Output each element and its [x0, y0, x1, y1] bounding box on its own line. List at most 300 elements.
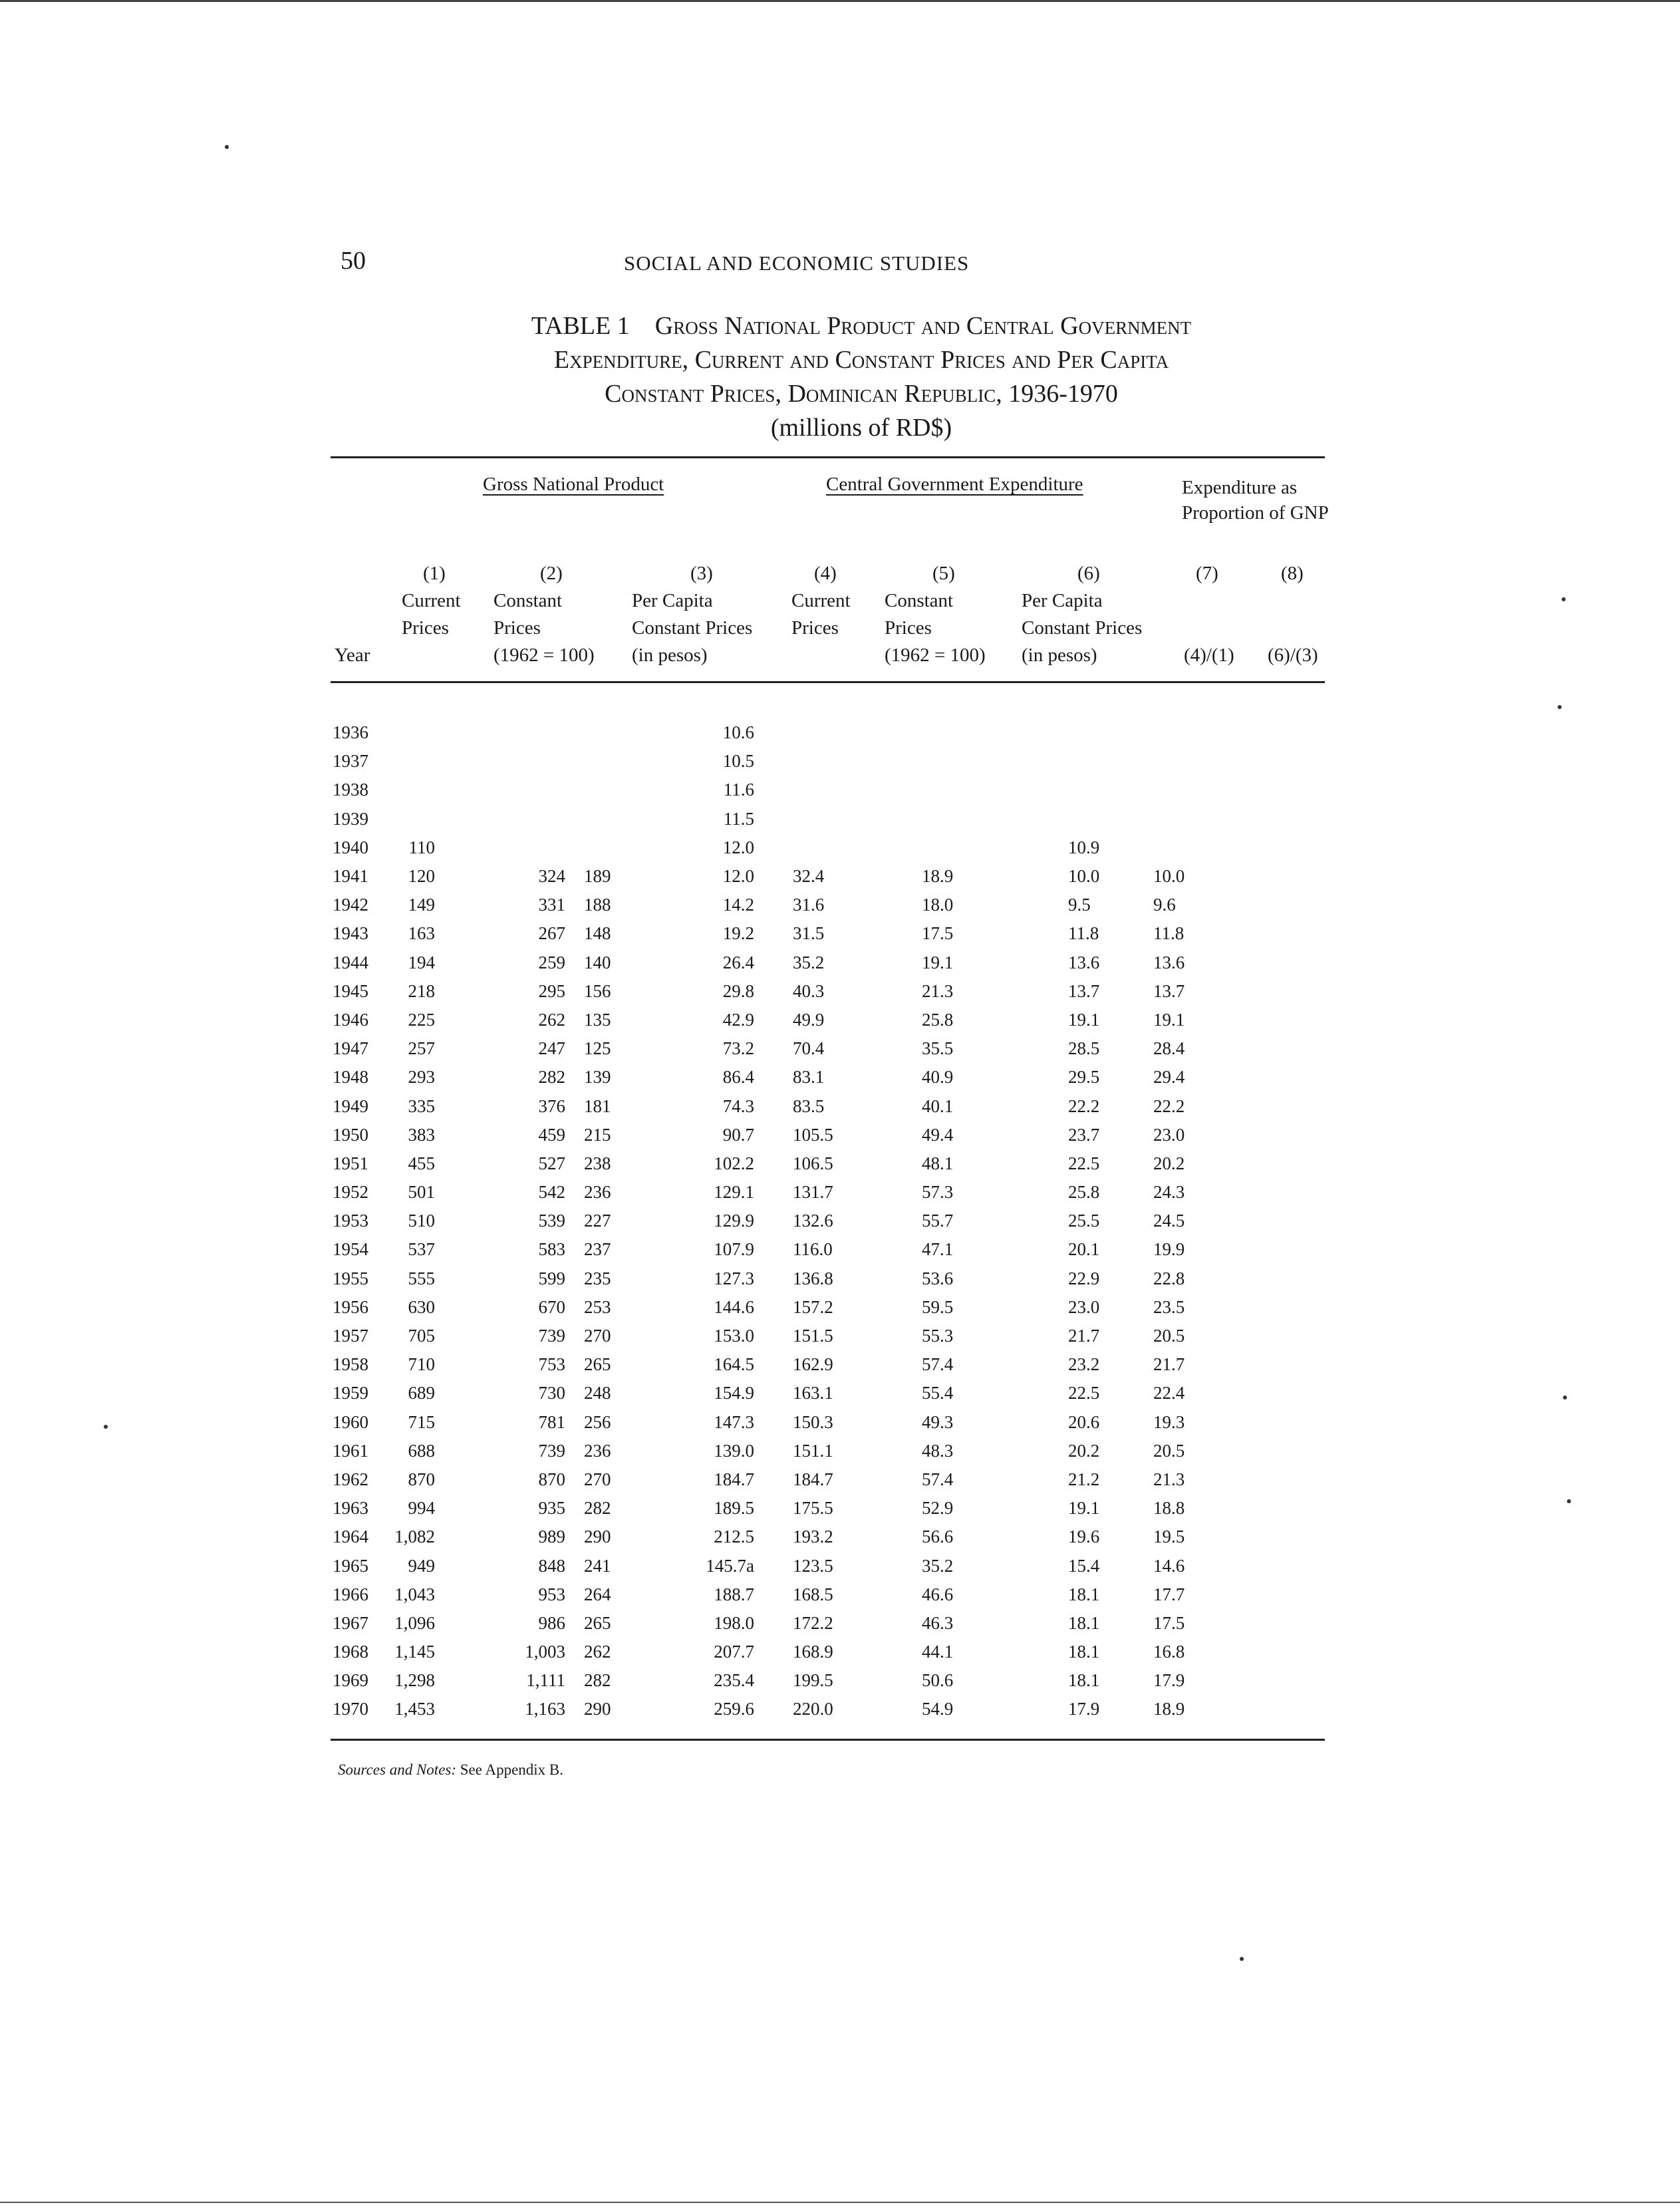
cell-cge-per-capita: 25.8 — [922, 1009, 954, 1030]
cell-cge-constant: 168.5 — [793, 1584, 833, 1604]
cell-prop-4-1: 20.6 — [1068, 1411, 1100, 1432]
cell-cge-constant: 132.6 — [793, 1211, 833, 1231]
table-row — [333, 1149, 1205, 1178]
cell-cge-per-capita: 17.5 — [922, 923, 954, 944]
cell-prop-6-3: 17.5 — [1153, 1612, 1185, 1633]
sources-label: Sources and Notes: — [338, 1761, 457, 1778]
sources-text: See Appendix B. — [460, 1761, 564, 1778]
cell-cge-current: 10.6 — [722, 722, 754, 743]
cell-cge-constant: 35.2 — [793, 952, 825, 972]
cell-cge-current: 19.2 — [722, 923, 754, 944]
cell-gnp-current: 1,145 — [394, 1642, 435, 1662]
running-head: SOCIAL AND ECONOMIC STUDIES — [624, 251, 970, 275]
cell-prop-4-1 — [1043, 718, 1145, 747]
col7-heading — [1184, 560, 1234, 669]
cell-prop-6-3 — [1145, 776, 1205, 804]
col3-line1: Per Capita — [632, 590, 713, 611]
cell-prop-4-1: 23.0 — [1068, 1296, 1100, 1317]
cell-prop-6-3: 13.7 — [1153, 980, 1185, 1001]
cell-gnp-current: 110 — [408, 837, 435, 857]
cell-gnp-per-capita: 270 — [584, 1326, 611, 1346]
cell-cge-current: 10.5 — [722, 751, 754, 772]
cell-gnp-current: 120 — [408, 866, 435, 887]
cell-gnp-constant: 539 — [538, 1211, 565, 1231]
col2-line2: Prices — [493, 617, 541, 639]
cell-year: 1940 — [333, 837, 368, 857]
cell-prop-6-3: 22.2 — [1153, 1096, 1185, 1116]
cell-cge-per-capita: 18.9 — [922, 866, 954, 887]
cell-gnp-constant: 739 — [538, 1326, 565, 1346]
cell-gnp-current: 501 — [408, 1182, 435, 1203]
cell-cge-current: 12.0 — [722, 837, 754, 857]
cell-cge-per-capita: 57.4 — [922, 1354, 954, 1375]
cell-gnp-constant: 870 — [538, 1469, 565, 1489]
cell-year: 1937 — [333, 751, 368, 772]
table-row — [333, 718, 1205, 747]
table-row — [333, 1437, 1205, 1465]
cell-year: 1956 — [333, 1296, 368, 1317]
cell-cge-current: 144.6 — [714, 1296, 754, 1317]
cell-prop-6-3: 17.7 — [1153, 1584, 1185, 1604]
table-row — [333, 1350, 1205, 1379]
cell-gnp-current: 293 — [408, 1067, 435, 1088]
cell-cge-constant: 162.9 — [793, 1354, 833, 1375]
cell-gnp-constant: 1,003 — [525, 1642, 565, 1662]
cell-gnp-current: 335 — [408, 1096, 435, 1116]
cell-prop-6-3: 22.4 — [1153, 1383, 1185, 1403]
cell-prop-6-3: 19.9 — [1153, 1239, 1185, 1260]
cell-gnp-per-capita: 139 — [584, 1067, 611, 1088]
cell-cge-per-capita: 49.4 — [922, 1124, 954, 1145]
cell-year: 1948 — [333, 1067, 368, 1088]
cell-prop-4-1: 11.8 — [1068, 923, 1099, 944]
cell-gnp-current: 630 — [408, 1296, 435, 1317]
col3-line2: Constant Prices — [632, 617, 753, 639]
cell-cge-per-capita: 57.4 — [922, 1469, 954, 1489]
cell-prop-4-1: 13.6 — [1068, 952, 1100, 972]
col7-number: (7) — [1196, 563, 1218, 584]
cell-cge-current: 127.3 — [714, 1268, 754, 1288]
table-row — [333, 747, 1205, 776]
cell-gnp-per-capita: 188 — [584, 895, 611, 915]
cell-prop-4-1: 19.1 — [1068, 1498, 1100, 1519]
cell-gnp-constant: 259 — [538, 952, 565, 972]
cell-cge-constant: 151.1 — [793, 1440, 833, 1461]
cell-cge-per-capita: 48.1 — [922, 1153, 954, 1173]
cell-prop-4-1: 19.6 — [1068, 1527, 1100, 1547]
cell-gnp-per-capita: 181 — [584, 1096, 611, 1116]
header-top-rule — [331, 456, 1325, 458]
cell-cge-constant: 172.2 — [793, 1612, 833, 1633]
scan-bottom-edge — [0, 2202, 1680, 2203]
cell-gnp-per-capita: 262 — [584, 1642, 611, 1662]
cell-gnp-constant: 753 — [538, 1354, 565, 1375]
cell-cge-constant: 123.5 — [793, 1555, 833, 1576]
cell-cge-per-capita: 19.1 — [922, 952, 954, 972]
cell-prop-6-3: 14.6 — [1153, 1555, 1185, 1576]
cell-cge-per-capita: 59.5 — [922, 1296, 954, 1317]
cell-cge-per-capita: 50.6 — [922, 1670, 954, 1691]
cell-cge-constant: 199.5 — [793, 1670, 833, 1691]
col4-line2: Prices — [791, 617, 839, 639]
cge-group-heading: Central Government Expenditure — [826, 474, 1083, 495]
cell-prop-6-3: 18.8 — [1153, 1498, 1185, 1519]
cell-cge-constant: 157.2 — [793, 1296, 833, 1317]
cell-gnp-per-capita: 264 — [584, 1584, 611, 1604]
cell-cge-constant — [775, 805, 912, 833]
cell-gnp-current: 149 — [408, 895, 435, 915]
col3-heading — [632, 560, 752, 669]
cell-gnp-current: 715 — [408, 1411, 435, 1432]
cell-gnp-per-capita: 265 — [584, 1354, 611, 1375]
cell-cge-constant: 83.1 — [793, 1067, 825, 1088]
cell-gnp-per-capita: 282 — [584, 1670, 611, 1691]
cell-prop-4-1: 18.1 — [1068, 1642, 1100, 1662]
col4-heading — [791, 560, 851, 642]
cell-gnp-per-capita: 135 — [584, 1009, 611, 1030]
cell-year: 1965 — [333, 1555, 368, 1576]
col4-line1: Current — [791, 590, 851, 611]
cell-gnp-per-capita: 125 — [584, 1038, 611, 1059]
cell-gnp-per-capita: 265 — [584, 1612, 611, 1633]
cell-year: 1942 — [333, 895, 368, 915]
cell-gnp-current: 163 — [408, 923, 435, 944]
cell-cge-current: 145.7a — [706, 1555, 754, 1576]
header-bottom-rule — [331, 681, 1325, 683]
cell-prop-4-1: 22.9 — [1068, 1268, 1100, 1288]
table-row — [333, 1264, 1205, 1293]
cell-gnp-current: 870 — [408, 1469, 435, 1489]
cell-gnp-constant: 331 — [538, 895, 565, 915]
title-line-3: Constant Prices, Dominican Republic, 1936-1970 — [605, 380, 1118, 408]
cell-prop-4-1: 29.5 — [1068, 1067, 1100, 1088]
cell-cge-constant — [775, 833, 912, 862]
cell-cge-per-capita: 40.1 — [922, 1096, 954, 1116]
cell-cge-per-capita: 21.3 — [922, 980, 954, 1001]
cell-gnp-constant: 376 — [538, 1096, 565, 1116]
cell-cge-current: 11.6 — [723, 780, 754, 800]
col8-heading — [1268, 560, 1318, 669]
cell-cge-current: 184.7 — [714, 1469, 754, 1489]
cell-gnp-current: 949 — [408, 1555, 435, 1576]
cell-year: 1943 — [333, 923, 368, 944]
col5-number: (5) — [932, 563, 955, 584]
cell-gnp-constant: 247 — [538, 1038, 565, 1059]
cell-cge-constant: 31.6 — [793, 895, 825, 915]
cell-year: 1947 — [333, 1038, 368, 1059]
cell-gnp-current: 710 — [408, 1354, 435, 1375]
cell-prop-4-1 — [1043, 776, 1145, 804]
cell-prop-6-3: 10.0 — [1153, 866, 1185, 887]
table-row — [333, 1293, 1205, 1322]
cell-cge-current: 107.9 — [714, 1239, 754, 1260]
cell-cge-per-capita: 57.3 — [922, 1182, 954, 1203]
cell-gnp-current: 1,298 — [394, 1670, 435, 1691]
cell-prop-6-3: 9.6 — [1153, 895, 1176, 915]
cell-cge-per-capita: 35.2 — [922, 1555, 954, 1576]
col7-line3: (4)/(1) — [1184, 645, 1234, 666]
cell-gnp-constant: 670 — [538, 1296, 565, 1317]
cell-year: 1969 — [333, 1670, 368, 1691]
cell-cge-per-capita — [912, 805, 1043, 833]
cell-gnp-constant: 781 — [538, 1411, 565, 1432]
cell-year: 1941 — [333, 866, 368, 887]
cell-gnp-constant: 295 — [538, 980, 565, 1001]
cell-gnp-current: 225 — [408, 1009, 435, 1030]
table-row — [333, 919, 1205, 948]
cell-prop-4-1 — [1043, 747, 1145, 776]
cell-cge-per-capita: 48.3 — [922, 1440, 954, 1461]
cell-cge-per-capita: 40.9 — [922, 1067, 954, 1088]
cell-gnp-current: 1,043 — [394, 1584, 435, 1604]
cell-prop-4-1: 20.2 — [1068, 1440, 1100, 1461]
cell-gnp-current: 1,082 — [394, 1527, 435, 1547]
cell-prop-4-1: 23.7 — [1068, 1124, 1100, 1145]
table-row — [333, 1465, 1205, 1494]
cell-year: 1970 — [333, 1699, 368, 1719]
cell-cge-constant: 70.4 — [793, 1038, 825, 1059]
cell-gnp-per-capita — [565, 833, 682, 862]
cell-prop-4-1: 13.7 — [1068, 980, 1100, 1001]
cell-year: 1968 — [333, 1642, 368, 1662]
cell-gnp-constant — [447, 747, 565, 776]
cell-gnp-constant: 986 — [538, 1612, 565, 1633]
cell-prop-6-3: 20.5 — [1153, 1326, 1185, 1346]
cell-cge-constant: 106.5 — [793, 1153, 833, 1173]
col8-line3: (6)/(3) — [1268, 645, 1318, 666]
cell-cge-current: 86.4 — [722, 1067, 754, 1088]
cell-cge-current: 74.3 — [722, 1096, 754, 1116]
cell-prop-4-1: 17.9 — [1068, 1699, 1100, 1719]
cell-gnp-constant: 282 — [538, 1067, 565, 1088]
cell-year: 1954 — [333, 1239, 368, 1260]
table-row — [333, 891, 1205, 919]
table-row — [333, 862, 1205, 891]
cell-gnp-constant: 262 — [538, 1009, 565, 1030]
table-row — [333, 1695, 1205, 1723]
cell-gnp-current — [387, 718, 447, 747]
cell-gnp-constant: 848 — [538, 1555, 565, 1576]
cell-gnp-current: 218 — [408, 980, 435, 1001]
table-title — [372, 309, 1350, 445]
page-number: 50 — [341, 247, 366, 275]
title-line-2: Expenditure, Current and Constant Prices and Per Capita — [553, 346, 1169, 374]
cell-prop-4-1: 9.5 — [1068, 895, 1091, 915]
scan-speck — [1240, 1957, 1244, 1961]
table-row — [333, 805, 1205, 833]
cell-year: 1936 — [333, 722, 368, 743]
cell-gnp-constant — [447, 718, 565, 747]
cell-gnp-constant: 267 — [538, 923, 565, 944]
cell-prop-4-1: 10.9 — [1068, 837, 1100, 857]
cell-gnp-constant: 527 — [538, 1153, 565, 1173]
col1-heading — [402, 560, 461, 642]
cell-cge-current: 129.1 — [714, 1182, 754, 1203]
col3-line3: (in pesos) — [632, 645, 708, 666]
cell-prop-4-1: 18.1 — [1068, 1612, 1100, 1633]
cell-gnp-per-capita: 236 — [584, 1440, 611, 1461]
cell-year: 1945 — [333, 980, 368, 1001]
cell-gnp-current: 705 — [408, 1326, 435, 1346]
cell-gnp-current: 194 — [408, 952, 435, 972]
cell-cge-constant — [775, 747, 912, 776]
cell-year: 1938 — [333, 780, 368, 800]
cell-prop-6-3 — [1145, 833, 1205, 862]
cell-gnp-per-capita: 148 — [584, 923, 611, 944]
cell-gnp-per-capita: 290 — [584, 1527, 611, 1547]
cell-cge-current: 12.0 — [722, 866, 754, 887]
cell-gnp-constant — [447, 833, 565, 862]
cell-prop-6-3: 23.0 — [1153, 1124, 1185, 1145]
cell-cge-constant: 175.5 — [793, 1498, 833, 1519]
col6-number: (6) — [1077, 563, 1100, 584]
table-row — [333, 1092, 1205, 1120]
scan-speck — [1558, 705, 1562, 709]
cell-prop-4-1: 21.7 — [1068, 1326, 1100, 1346]
table-row — [333, 1034, 1205, 1063]
cell-prop-4-1: 15.4 — [1068, 1555, 1100, 1576]
proportion-group-heading: Expenditure as Proportion of GNP — [1182, 477, 1329, 523]
cell-gnp-per-capita: 215 — [584, 1124, 611, 1145]
cell-year: 1950 — [333, 1124, 368, 1145]
cell-prop-6-3: 24.3 — [1153, 1182, 1185, 1203]
cell-year: 1964 — [333, 1527, 368, 1547]
scan-top-edge — [0, 0, 1680, 2]
col5-line1: Constant — [885, 590, 954, 611]
cell-gnp-current: 1,453 — [394, 1699, 435, 1719]
cell-year: 1963 — [333, 1498, 368, 1519]
cell-cge-current: 42.9 — [722, 1009, 754, 1030]
table-row — [333, 977, 1205, 1006]
cell-cge-per-capita: 46.3 — [922, 1612, 954, 1633]
cell-cge-constant — [775, 718, 912, 747]
scan-speck — [225, 145, 229, 149]
cell-prop-6-3: 19.3 — [1153, 1411, 1185, 1432]
cell-cge-constant: 193.2 — [793, 1527, 833, 1547]
cell-prop-4-1: 22.5 — [1068, 1153, 1100, 1173]
cell-year: 1952 — [333, 1182, 368, 1203]
col5-heading — [885, 560, 986, 669]
cell-cge-current: 153.0 — [714, 1326, 754, 1346]
cell-year: 1944 — [333, 952, 368, 972]
cell-gnp-per-capita: 238 — [584, 1153, 611, 1173]
cell-cge-per-capita — [912, 718, 1043, 747]
cell-prop-4-1: 22.5 — [1068, 1383, 1100, 1403]
col2-heading — [493, 560, 595, 669]
cell-prop-6-3: 24.5 — [1153, 1211, 1185, 1231]
cell-year: 1946 — [333, 1009, 368, 1030]
cell-cge-constant: 220.0 — [793, 1699, 833, 1719]
cell-cge-per-capita: 18.0 — [922, 895, 954, 915]
cell-gnp-per-capita: 140 — [584, 952, 611, 972]
cell-prop-6-3: 29.4 — [1153, 1067, 1185, 1088]
cell-year: 1939 — [333, 808, 368, 829]
title-line-1: TABLE 1 Gross National Product and Central Government — [531, 312, 1192, 340]
cell-cge-constant: 32.4 — [793, 866, 825, 887]
cell-year: 1961 — [333, 1440, 368, 1461]
cell-cge-current: 164.5 — [714, 1354, 754, 1375]
cell-gnp-current: 257 — [408, 1038, 435, 1059]
cell-prop-4-1: 28.5 — [1068, 1038, 1100, 1059]
cell-gnp-current: 555 — [408, 1268, 435, 1288]
table-row — [333, 1121, 1205, 1149]
cell-prop-4-1: 18.1 — [1068, 1584, 1100, 1604]
cell-cge-constant: 163.1 — [793, 1383, 833, 1403]
cell-prop-4-1: 23.2 — [1068, 1354, 1100, 1375]
cell-gnp-per-capita: 236 — [584, 1182, 611, 1203]
table-row — [333, 1178, 1205, 1207]
table-body — [333, 718, 1205, 1724]
cell-cge-current: 11.5 — [723, 808, 754, 829]
cell-prop-6-3: 28.4 — [1153, 1038, 1185, 1059]
cell-gnp-per-capita — [565, 805, 682, 833]
cell-cge-per-capita: 52.9 — [922, 1498, 954, 1519]
data-table — [333, 718, 1205, 1724]
gnp-group-heading: Gross National Product — [483, 474, 664, 495]
table-row — [333, 1408, 1205, 1437]
cell-gnp-constant — [447, 776, 565, 804]
cell-year: 1957 — [333, 1326, 368, 1346]
cell-year: 1951 — [333, 1153, 368, 1173]
cell-gnp-current: 688 — [408, 1440, 435, 1461]
cell-year: 1959 — [333, 1383, 368, 1403]
col1-number: (1) — [423, 563, 446, 584]
cell-gnp-current: 383 — [408, 1124, 435, 1145]
cell-gnp-per-capita: 241 — [584, 1555, 611, 1576]
cell-prop-6-3 — [1145, 805, 1205, 833]
table-row — [333, 1494, 1205, 1523]
cell-gnp-constant: 583 — [538, 1239, 565, 1260]
col1-line1: Current — [402, 590, 461, 611]
cell-cge-constant: 83.5 — [793, 1096, 825, 1116]
cell-gnp-per-capita — [565, 718, 682, 747]
cell-cge-constant: 136.8 — [793, 1268, 833, 1288]
cell-cge-current: 207.7 — [714, 1642, 754, 1662]
cell-cge-current: 90.7 — [722, 1124, 754, 1145]
table-row — [333, 1322, 1205, 1350]
cell-gnp-current: 537 — [408, 1239, 435, 1260]
cell-cge-per-capita: 55.4 — [922, 1383, 954, 1403]
table-row — [333, 1666, 1205, 1695]
cell-year: 1958 — [333, 1354, 368, 1375]
cell-gnp-constant: 1,111 — [526, 1670, 565, 1691]
cell-prop-6-3 — [1145, 718, 1205, 747]
cell-cge-constant: 40.3 — [793, 980, 825, 1001]
cell-cge-constant — [775, 776, 912, 804]
cell-cge-per-capita: 56.6 — [922, 1527, 954, 1547]
cell-gnp-constant: 730 — [538, 1383, 565, 1403]
table-row — [333, 1523, 1205, 1551]
cell-year: 1966 — [333, 1584, 368, 1604]
col5-line3: (1962 = 100) — [885, 645, 986, 666]
table-row — [333, 1063, 1205, 1092]
scan-speck — [1563, 1396, 1567, 1399]
col6-line2: Constant Prices — [1022, 617, 1143, 639]
cell-year: 1955 — [333, 1268, 368, 1288]
cell-year: 1962 — [333, 1469, 368, 1489]
col5-line2: Prices — [885, 617, 932, 639]
cell-cge-current: 73.2 — [722, 1038, 754, 1059]
cell-prop-6-3: 21.7 — [1153, 1354, 1185, 1375]
cell-cge-constant: 151.5 — [793, 1326, 833, 1346]
cell-prop-6-3: 16.8 — [1153, 1642, 1185, 1662]
col3-number: (3) — [690, 563, 713, 584]
col2-number: (2) — [540, 563, 563, 584]
cell-cge-per-capita — [912, 747, 1043, 776]
cell-cge-current: 147.3 — [714, 1411, 754, 1432]
cell-gnp-per-capita: 253 — [584, 1296, 611, 1317]
cell-gnp-constant: 459 — [538, 1124, 565, 1145]
